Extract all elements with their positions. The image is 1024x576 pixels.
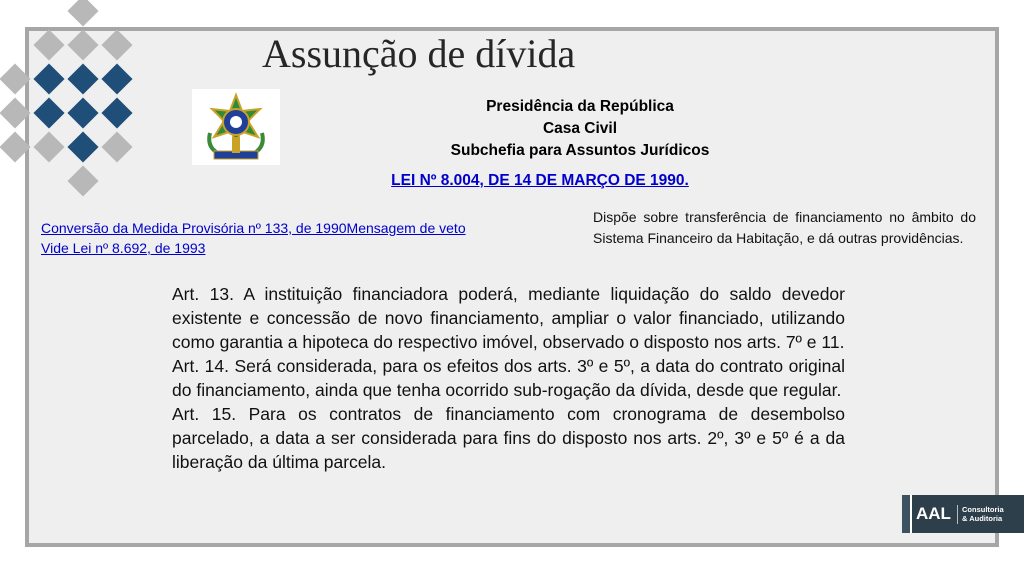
see-also-link[interactable]: Vide Lei nº 8.692, de 1993 bbox=[41, 240, 206, 256]
diamond-pattern-decoration bbox=[0, 0, 150, 225]
article-13: Art. 13. A instituição financiadora poderá, mediante liquidação do saldo devedor existente e concessão de novo financiamento, ampliar o valor financiado, utilizando como garantia a hipoteca do respectivo imóvel, observado o disposto nos arts. 7º e 11. bbox=[172, 284, 845, 352]
law-summary: Dispõe sobre transferência de financiamento no âmbito do Sistema Financeiro da Habitação, e dá outras providências. bbox=[593, 209, 976, 246]
legal-subchief-label: Subchefia para Assuntos Jurídicos bbox=[450, 142, 710, 159]
logo-tagline-line2: & Auditoria bbox=[962, 514, 1003, 523]
casa-civil-label: Casa Civil bbox=[542, 120, 618, 137]
article-14: Art. 14. Será considerada, para os efeitos dos arts. 3º e 5º, a data do contrato original do financiamento, ainda que tenha ocorrido sub-rogação da dívida, desde que regular. bbox=[172, 356, 845, 400]
coat-of-arms-icon bbox=[192, 89, 280, 165]
slide-title: Assunção de dívida bbox=[262, 31, 576, 76]
aal-logo bbox=[902, 495, 1024, 533]
logo-tagline-line1: Consultoria bbox=[962, 505, 1004, 514]
law-title-link[interactable]: LEI Nº 8.004, DE 14 DE MARÇO DE 1990. bbox=[391, 172, 689, 189]
veto-message-link[interactable]: Mensagem de veto bbox=[346, 220, 466, 236]
logo-tagline bbox=[962, 505, 1004, 523]
government-header bbox=[360, 96, 800, 162]
article-15: Art. 15. Para os contratos de financiamento com cronograma de desembolso parcelado, a data a ser considerada para fins do disposto nos arts. 2º, 3º e 5º é a da liberação da última parcela. bbox=[172, 404, 845, 472]
conversion-link[interactable]: Conversão da Medida Provisória nº 133, de 1990 bbox=[41, 220, 347, 236]
logo-divider bbox=[957, 505, 958, 524]
logo-accent-block bbox=[902, 495, 910, 533]
presidency-label: Presidência da República bbox=[486, 98, 674, 115]
logo-name: AAL bbox=[916, 504, 951, 523]
articles-body bbox=[172, 282, 845, 474]
law-references bbox=[41, 218, 571, 258]
